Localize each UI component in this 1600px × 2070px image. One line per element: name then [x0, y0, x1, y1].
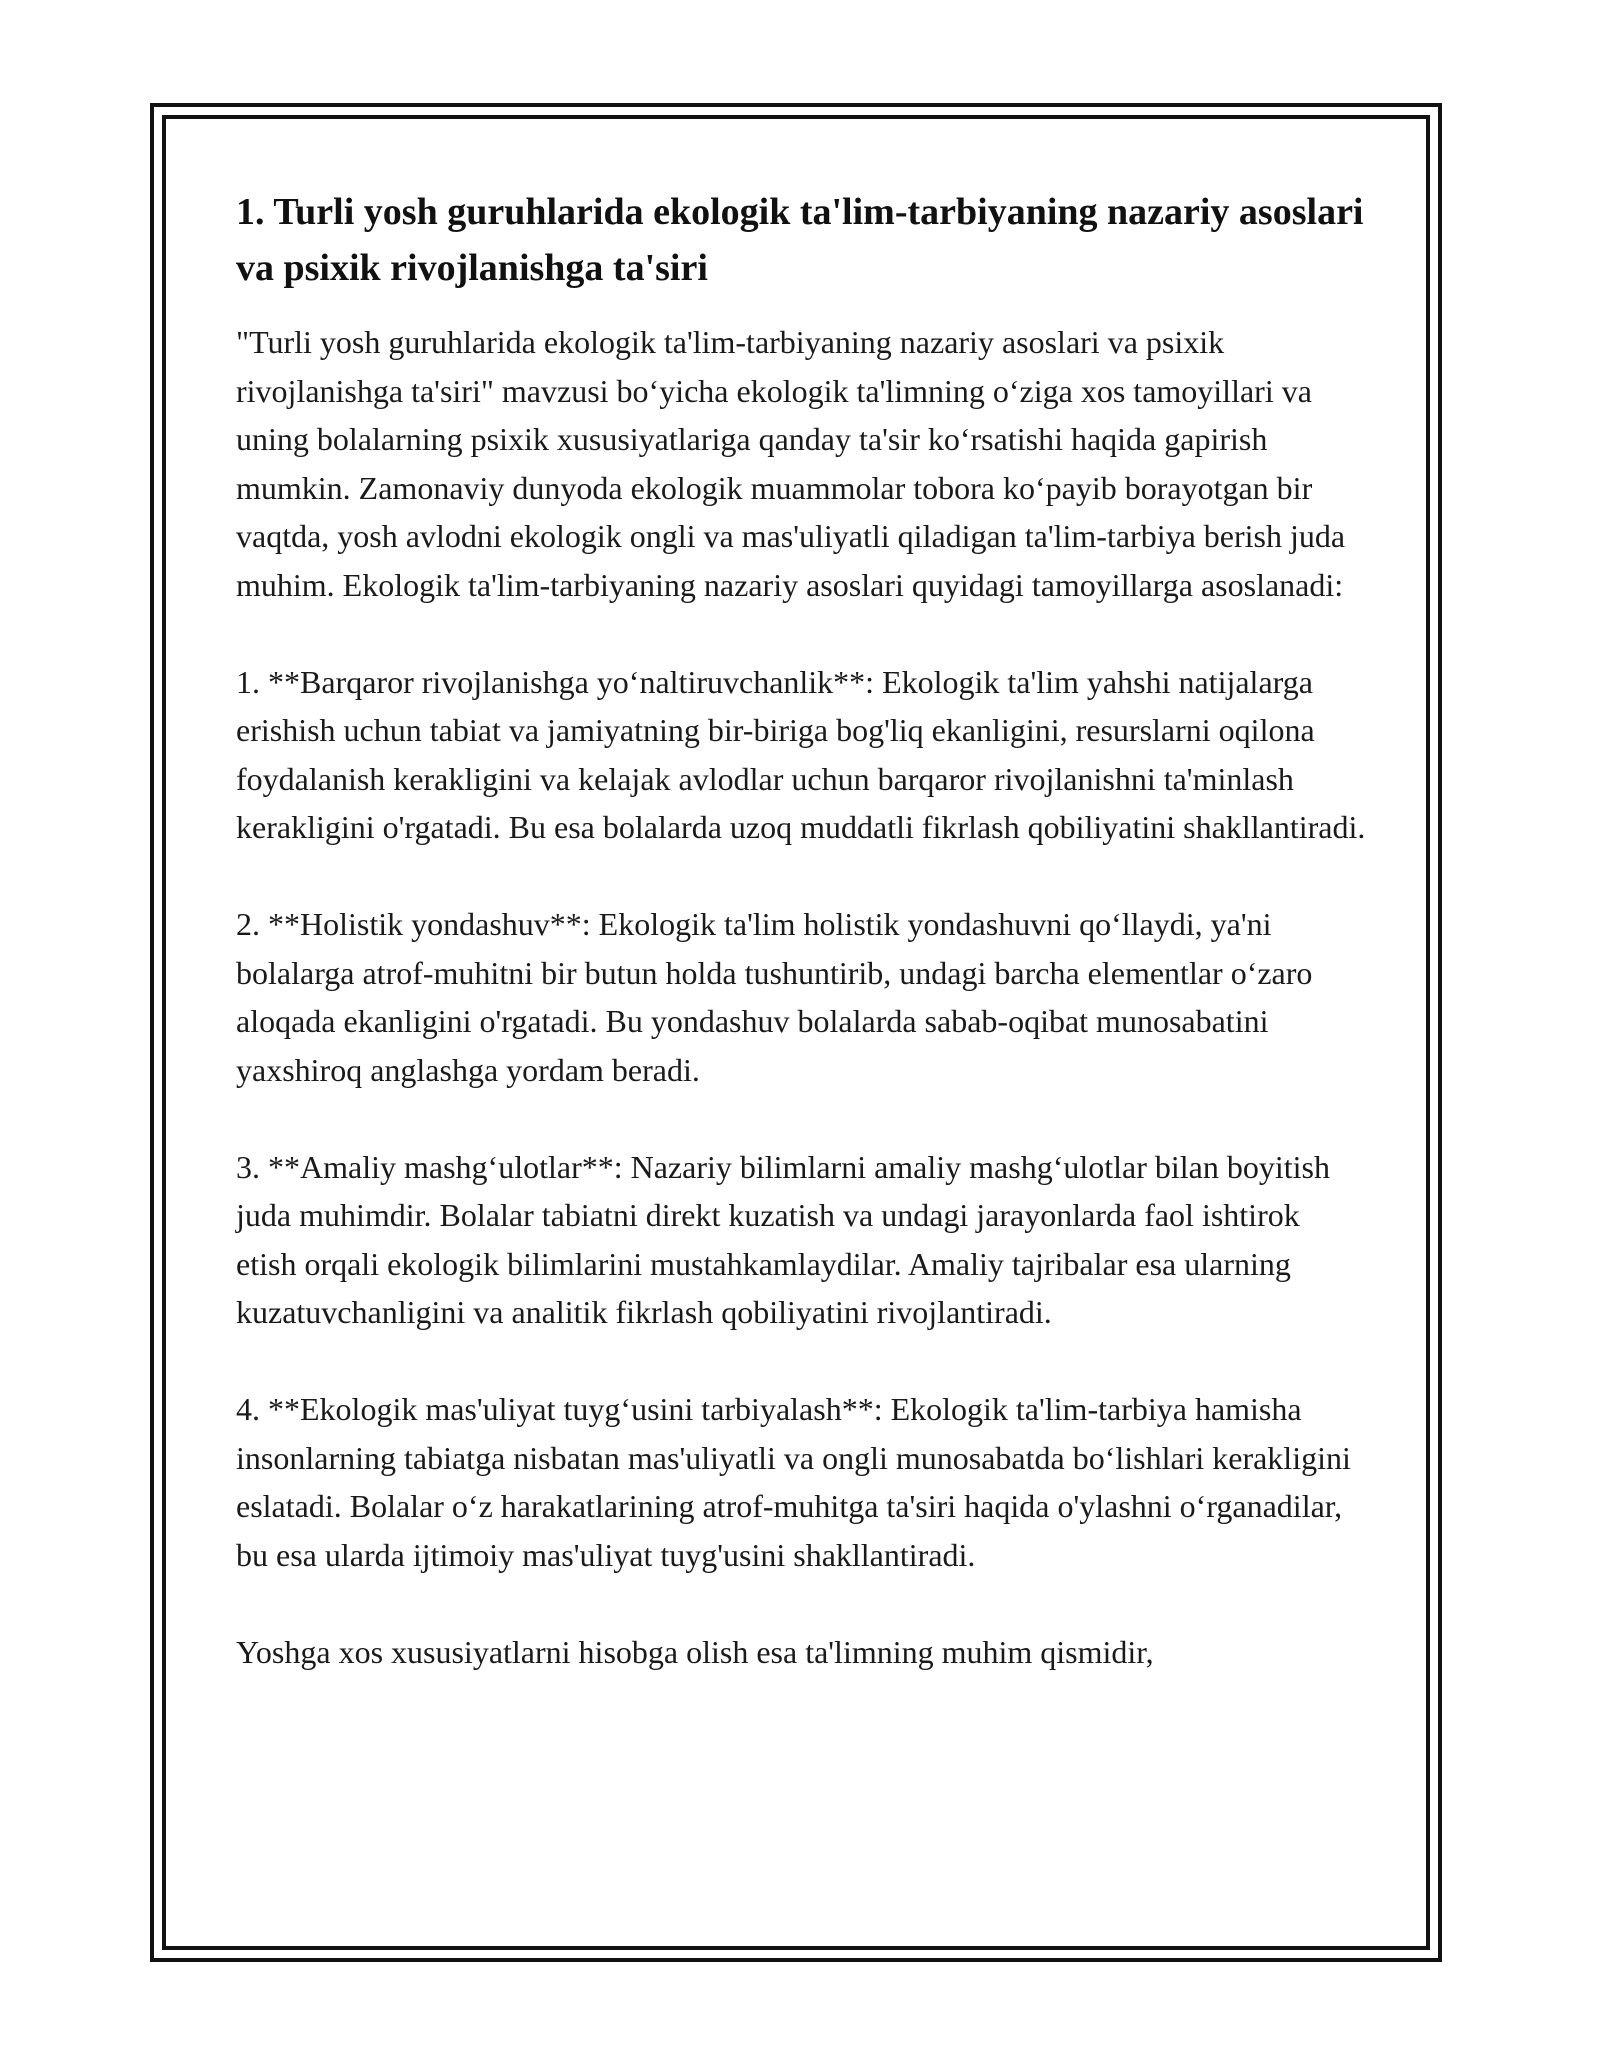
- paragraph-principle-2: 2. **Holistik yondashuv**: Ekologik ta'lim holistik yondashuvni qo‘llaydi, ya'ni bolalarga atrof-muhitni bir butun holda tushuntirib, undagi barcha elementlar o‘zaro aloqada ekanligini o'rgatadi. Bu yondashuv bolalarda sabab-oqibat munosabatini yaxshiroq anglashga yordam beradi.: [236, 906, 1313, 1088]
- paragraph-principle-1: 1. **Barqaror rivojlanishga yo‘naltiruvchanlik**: Ekologik ta'lim yahshi natijalarga erishish uchun tabiat va jamiyatning bir-biriga bog'liq ekanligini, resurslarni oqilona foydalanish kerakligini va kelajak avlodlar uchun barqaror rivojlanishni ta'minlash kerakligini o'rgatadi. Bu esa bolalarda uzoq muddatli fikrlash qobiliyatini shakllantiradi.: [236, 663, 1366, 845]
- section-heading: 1. Turli yosh guruhlarida ekologik ta'lim-tarbiyaning nazariy asoslari va psixik rivojlanishga ta'siri: [236, 191, 1364, 289]
- paragraph-principle-3: 3. **Amaliy mashg‘ulotlar**: Nazariy bilimlarni amaliy mashg‘ulotlar bilan boyitish juda muhimdir. Bolalar tabiatni direkt kuzatish va undagi jarayonlarda faol ishtirok etish orqali ekologik bilimlarini mustahkamlaydilar. Amaliy tajribalar esa ularning kuzatuvchanligini va analitik fikrlash qobiliyatini rivojlantiradi.: [236, 1148, 1330, 1330]
- paragraph-age-features: Yoshga xos xususiyatlarni hisobga olish esa ta'limning muhim qismidir,: [236, 1633, 1154, 1670]
- paragraph-intro: "Turli yosh guruhlarida ekologik ta'lim-tarbiyaning nazariy asoslari va psixik rivojlanishga ta'siri" mavzusi bo‘yicha ekologik ta'limning o‘ziga xos tamoyillari va uning bolalarning psixik xususiyatlariga qanday ta'sir ko‘rsatishi haqida gapirish mumkin. Zamonaviy dunyoda ekologik muammolar tobora ko‘payib borayotgan bir vaqtda, yosh avlodni ekologik ongli va mas'uliyatli qiladigan ta'lim-tarbiya berish juda muhim. Ekologik ta'lim-tarbiyaning nazariy asoslari quyidagi tamoyillarga asoslanadi:: [236, 324, 1346, 603]
- document-body: [236, 184, 1366, 1725]
- paragraph-principle-4: 4. **Ekologik mas'uliyat tuyg‘usini tarbiyalash**: Ekologik ta'lim-tarbiya hamisha insonlarning tabiatga nisbatan mas'uliyatli va ongli munosabatda bo‘lishlari kerakligini eslatadi. Bolalar o‘z harakatlarining atrof-muhitga ta'siri haqida o'ylashni o‘rganadilar, bu esa ularda ijtimoiy mas'uliyat tuyg'usini shakllantiradi.: [236, 1391, 1351, 1573]
